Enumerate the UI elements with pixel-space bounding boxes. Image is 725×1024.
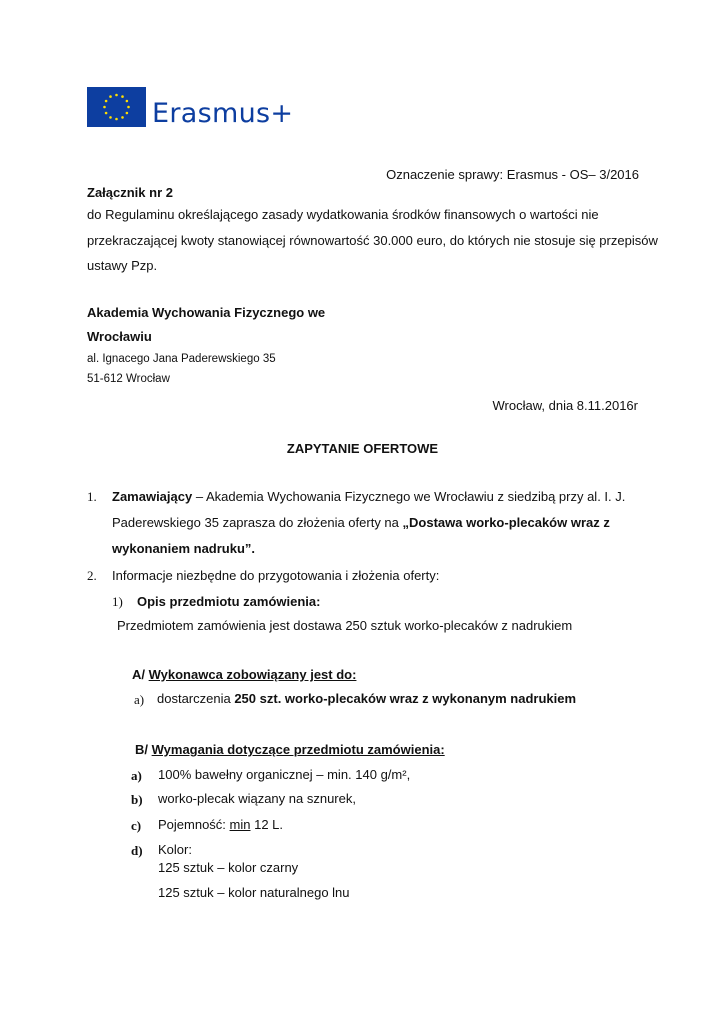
section-b-heading — [135, 742, 445, 758]
item-1-line-1 — [112, 489, 625, 505]
document-date: Wrocław, dnia 8.11.2016r — [492, 398, 638, 413]
flag-star — [127, 106, 130, 109]
document-heading: ZAPYTANIE OFERTOWE — [286, 441, 439, 456]
section-b-b-number: b) — [131, 792, 143, 807]
flag-star — [126, 100, 129, 103]
flag-star — [115, 94, 118, 97]
case-reference: Oznaczenie sprawy: Erasmus - OS– 3/2016 — [386, 167, 639, 182]
flag-star — [109, 95, 112, 98]
capacity-min: min — [229, 817, 251, 832]
flag-star — [109, 116, 112, 119]
section-b-a-text: 100% bawełny organicznej – min. 140 g/m², — [158, 767, 411, 782]
section-b-prefix: B/ — [135, 742, 152, 757]
section-a-item-number: a) — [134, 692, 145, 707]
flag-star — [121, 116, 124, 119]
section-b-c-text — [158, 817, 283, 833]
section-a-item — [157, 691, 576, 707]
flag-star — [105, 100, 108, 103]
section-a-prefix: A/ — [132, 667, 149, 682]
sub-1-label: Opis przedmiotu zamówienia: — [137, 594, 321, 609]
annex-line-3: ustawy Pzp. — [87, 258, 158, 273]
org-name-line-1: Akademia Wychowania Fizycznego we — [87, 305, 326, 320]
section-b-d-text: Kolor: — [158, 842, 192, 857]
flag-star — [105, 112, 108, 115]
item-2-number: 2. — [87, 568, 97, 583]
flag-star — [126, 112, 129, 115]
section-a-title: Wykonawca zobowiązany jest do: — [148, 667, 357, 682]
section-a-heading — [132, 667, 356, 683]
org-address-street: al. Ignacego Jana Paderewskiego 35 — [87, 353, 276, 365]
sub-1-number: 1) — [112, 594, 123, 609]
erasmus-logo-text: Erasmus+ — [152, 98, 294, 129]
section-a-item-bold: 250 szt. worko-plecaków wraz z wykonanym nadrukiem — [234, 691, 577, 706]
section-b-b-text: worko-plecak wiązany na sznurek, — [158, 791, 356, 806]
item-1-number: 1. — [87, 489, 97, 504]
flag-star — [103, 106, 106, 109]
section-a-item-text: dostarczenia — [157, 691, 235, 706]
color-option-natural: 125 sztuk – kolor naturalnego lnu — [158, 885, 350, 900]
item-1-line-2 — [112, 515, 610, 531]
item-2-text: Informacje niezbędne do przygotowania i złożenia oferty: — [112, 568, 440, 583]
item-1-text-1: – Akademia Wychowania Fizycznego we Wrocławiu z siedzibą przy al. I. J. — [192, 489, 626, 504]
annex-line-1: do Regulaminu określającego zasady wydatkowania środków finansowych o wartości nie — [87, 207, 599, 222]
color-option-black: 125 sztuk – kolor czarny — [158, 860, 299, 875]
item-1-bold-tail: „Dostawa worko-plecaków wraz z — [402, 515, 610, 530]
flag-star — [121, 95, 124, 98]
section-b-a-number: a) — [131, 768, 142, 783]
item-1-lead: Zamawiający — [112, 489, 193, 504]
flag-star — [115, 118, 118, 121]
section-b-d-number: d) — [131, 843, 143, 858]
sub-1-description: Przedmiotem zamówienia jest dostawa 250 sztuk worko-plecaków z nadrukiem — [117, 618, 573, 633]
section-b-c-number: c) — [131, 818, 142, 833]
annex-line-2: przekraczającej kwoty stanowiącej równowartość 30.000 euro, do których nie stosuje się przepisów — [87, 233, 658, 248]
org-address-city: 51-612 Wrocław — [87, 373, 170, 385]
annex-title: Załącznik nr 2 — [87, 185, 173, 200]
eu-flag-icon — [87, 87, 146, 127]
capacity-label: Pojemność: — [158, 817, 230, 832]
section-b-title: Wymagania dotyczące przedmiotu zamówienia: — [151, 742, 445, 757]
item-1-text-2: Paderewskiego 35 zaprasza do złożenia oferty na — [112, 515, 403, 530]
org-name-line-2: Wrocławiu — [87, 329, 152, 344]
capacity-value: 12 L. — [250, 817, 284, 832]
item-1-line-3: wykonaniem nadruku”. — [112, 541, 256, 556]
